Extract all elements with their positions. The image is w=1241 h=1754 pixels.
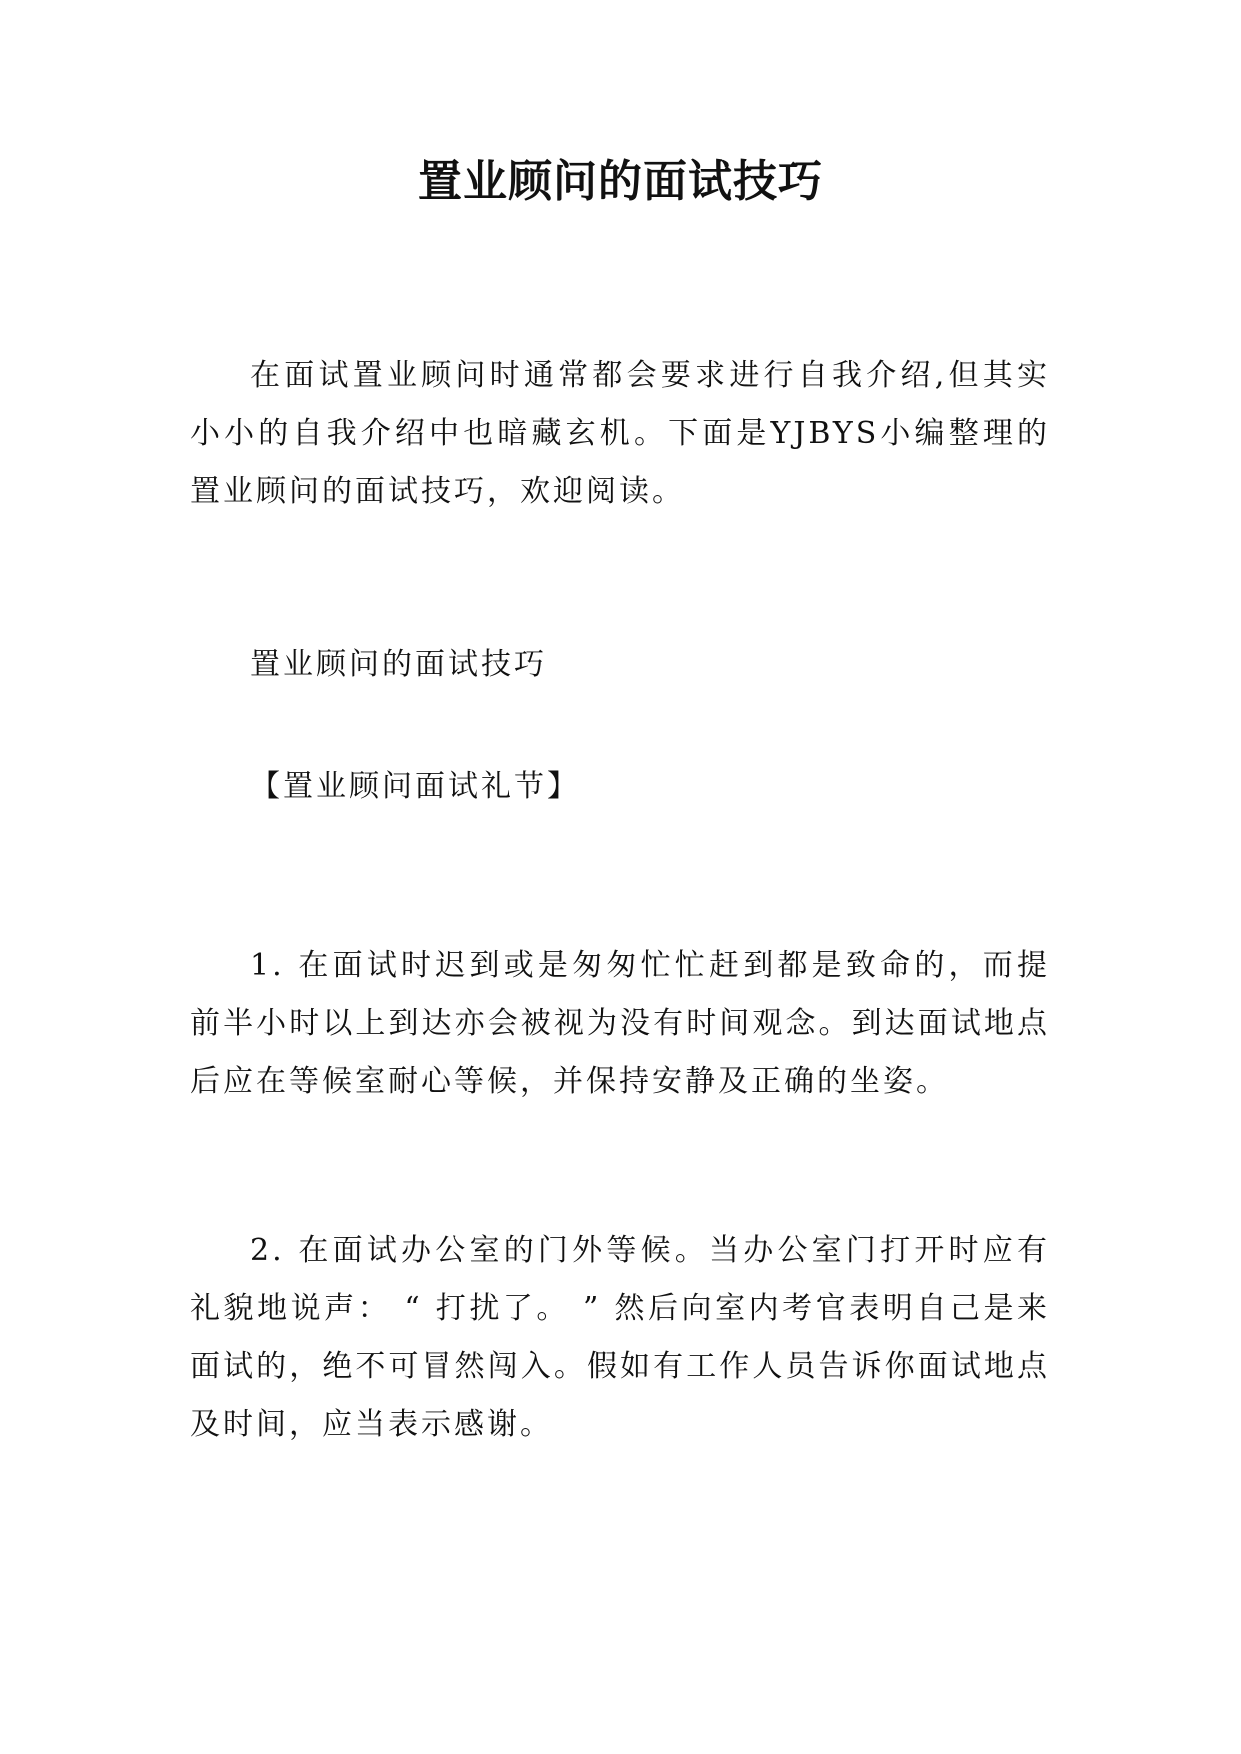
list-item-1: 1. 在面试时迟到或是匆匆忙忙赶到都是致命的，而提前半小时以上到达亦会被视为没有时间观念。到达面试地点后应在等候室耐心等候，并保持安静及正确的坐姿。	[190, 948, 1050, 1099]
intro-paragraph: 在面试置业顾问时通常都会要求进行自我介绍,但其实小小的自我介绍中也暗藏玄机。下面是YJBYS小编整理的置业顾问的面试技巧，欢迎阅读。	[190, 358, 1050, 509]
section-heading: 【置业顾问面试礼节】	[250, 769, 580, 804]
document-title: 置业顾问的面试技巧	[418, 156, 823, 207]
subtitle-paragraph: 置业顾问的面试技巧	[250, 647, 547, 682]
list-item-2: 2. 在面试办公室的门外等候。当办公室门打开时应有礼貌地说声： “ 打扰了。 ” 然后向室内考官表明自己是来面试的，绝不可冒然闯入。假如有工作人员告诉你面试地点及时间，应当表示感谢。	[190, 1233, 1050, 1442]
